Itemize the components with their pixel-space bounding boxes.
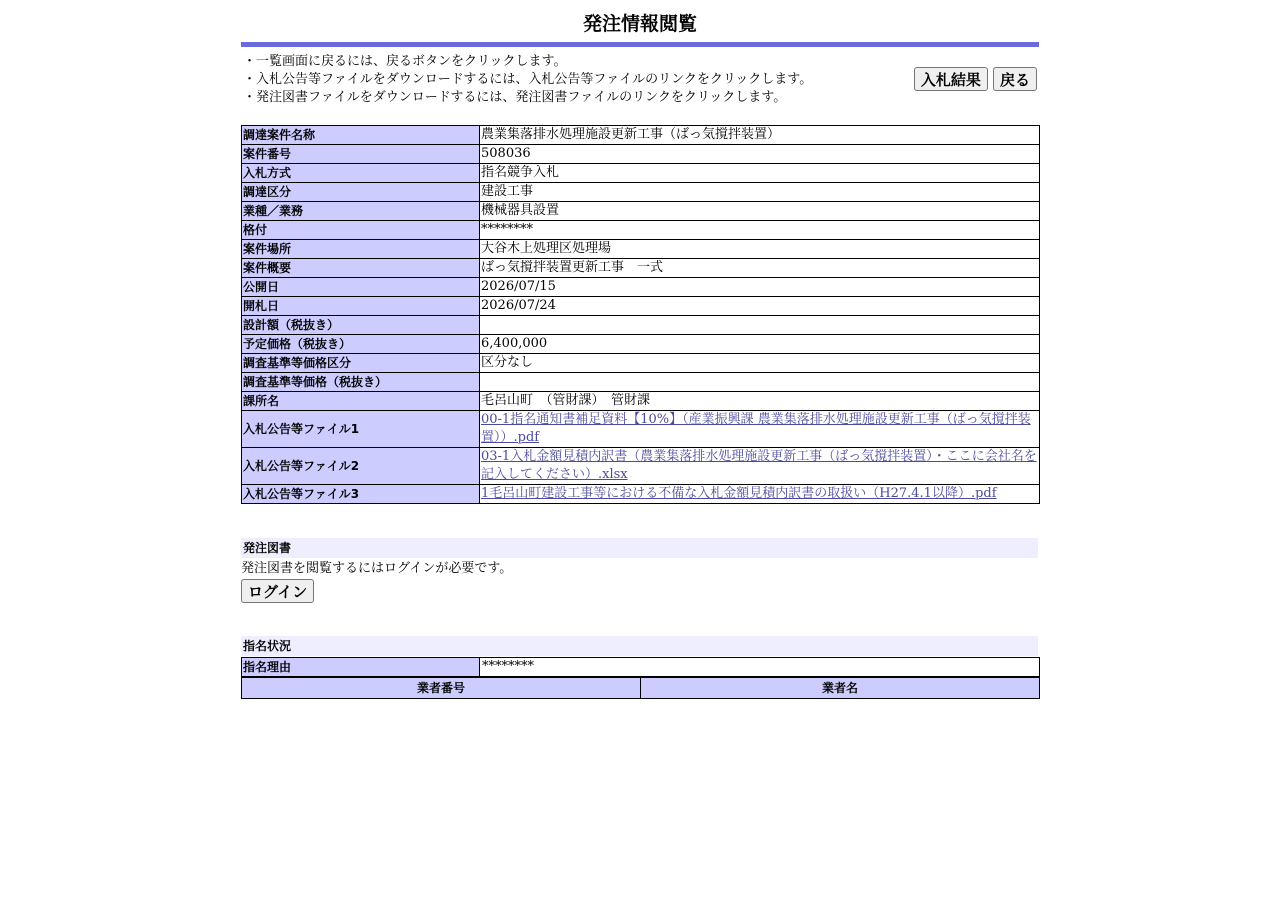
login-button-wrap (241, 579, 1039, 603)
file-cell (480, 448, 1040, 485)
designation-reason-table (241, 657, 1040, 677)
page-title: 発注情報閲覧 (582, 13, 697, 35)
designation-section-heading: 指名状況 (241, 636, 1038, 656)
info-label: 公開日 (242, 278, 480, 297)
info-label: 調査基準等価格区分 (242, 354, 480, 373)
table-row (242, 316, 1040, 335)
intro-area (241, 47, 1039, 125)
info-value: 大谷木上処理区処理場 (480, 240, 1040, 259)
table-row (242, 221, 1040, 240)
table-row (242, 278, 1040, 297)
info-value: 農業集落排水処理施設更新工事（ばっ気撹拌装置） (480, 126, 1040, 145)
info-value: 2026/07/15 (480, 278, 1040, 297)
table-row (242, 411, 1040, 448)
info-label: 調達案件名称 (242, 126, 480, 145)
info-label: 開札日 (242, 297, 480, 316)
procurement-info-table (241, 125, 1040, 504)
table-row (242, 658, 1040, 677)
back-button[interactable]: 戻る (993, 67, 1037, 91)
info-value: 機械器具設置 (480, 202, 1040, 221)
table-row (242, 485, 1040, 504)
drawings-section-heading: 発注図書 (241, 538, 1038, 558)
file-cell (480, 485, 1040, 504)
file-label: 入札公告等ファイル3 (242, 485, 480, 504)
table-row (242, 164, 1040, 183)
table-row (242, 202, 1040, 221)
info-value: ばっ気撹拌装置更新工事 一式 (480, 259, 1040, 278)
file-download-link[interactable]: 00-1指名通知書補足資料【10%】（産業振興課 農業集落排水処理施設更新工事（ばっ気撹拌装置））.pdf (481, 412, 1031, 445)
table-row (242, 240, 1040, 259)
instruction-notes (243, 53, 812, 107)
table-row (242, 183, 1040, 202)
info-value: 2026/07/24 (480, 297, 1040, 316)
info-value: 指名競争入札 (480, 164, 1040, 183)
info-value (480, 373, 1040, 392)
table-row (242, 373, 1040, 392)
procurement-info-body (242, 126, 1040, 504)
info-label: 調達区分 (242, 183, 480, 202)
info-label: 入札方式 (242, 164, 480, 183)
file-download-link[interactable]: 1毛呂山町建設工事等における不備な入札金額見積内訳書の取扱い（H27.4.1以降）.pdf (481, 486, 997, 501)
info-label: 課所名 (242, 392, 480, 411)
vendor-number-header: 業者番号 (242, 678, 641, 699)
info-label: 設計額（税抜き） (242, 316, 480, 335)
info-value (480, 316, 1040, 335)
info-value: 区分なし (480, 354, 1040, 373)
info-value: 毛呂山町 （管財課） 管財課 (480, 392, 1040, 411)
instruction-note: ・発注図書ファイルをダウンロードするには、発注図書ファイルのリンクをクリックします。 (243, 90, 787, 105)
info-label: 案件概要 (242, 259, 480, 278)
table-row (242, 354, 1040, 373)
info-label: 予定価格（税抜き） (242, 335, 480, 354)
table-row (242, 448, 1040, 485)
file-download-link[interactable]: 03-1入札金額見積内訳書（農業集落排水処理施設更新工事（ばっ気撹拌装置）・ここに会社名を記入してください）.xlsx (481, 449, 1037, 482)
table-row (242, 259, 1040, 278)
designation-reason-label: 指名理由 (242, 658, 480, 677)
instruction-note: ・入札公告等ファイルをダウンロードするには、入札公告等ファイルのリンクをクリックします。 (243, 72, 813, 87)
info-label: 案件番号 (242, 145, 480, 164)
file-label: 入札公告等ファイル1 (242, 411, 480, 448)
login-required-text: 発注図書を閲覧するにはログインが必要です。 (241, 561, 513, 576)
info-value: 508036 (480, 145, 1040, 164)
info-label: 調査基準等価格（税抜き） (242, 373, 480, 392)
table-row (242, 392, 1040, 411)
info-label: 業種／業務 (242, 202, 480, 221)
vendor-table (241, 677, 1040, 699)
top-button-group (914, 67, 1037, 91)
vendor-table-header (242, 678, 1040, 699)
file-cell (480, 411, 1040, 448)
vendor-name-header: 業者名 (641, 678, 1040, 699)
designation-reason-value: ******** (480, 658, 1040, 677)
table-row (242, 126, 1040, 145)
instruction-note: ・一覧画面に戻るには、戻るボタンをクリックします。 (243, 54, 567, 69)
table-row (242, 145, 1040, 164)
info-label: 案件場所 (242, 240, 480, 259)
info-value: 6,400,000 (480, 335, 1040, 354)
login-button[interactable]: ログイン (241, 579, 314, 603)
table-row (242, 297, 1040, 316)
info-label: 格付 (242, 221, 480, 240)
page-container (241, 0, 1039, 699)
file-label: 入札公告等ファイル2 (242, 448, 480, 485)
info-value: 建設工事 (480, 183, 1040, 202)
bid-result-button[interactable]: 入札結果 (914, 67, 988, 91)
table-row (242, 335, 1040, 354)
info-value: ******** (480, 221, 1040, 240)
